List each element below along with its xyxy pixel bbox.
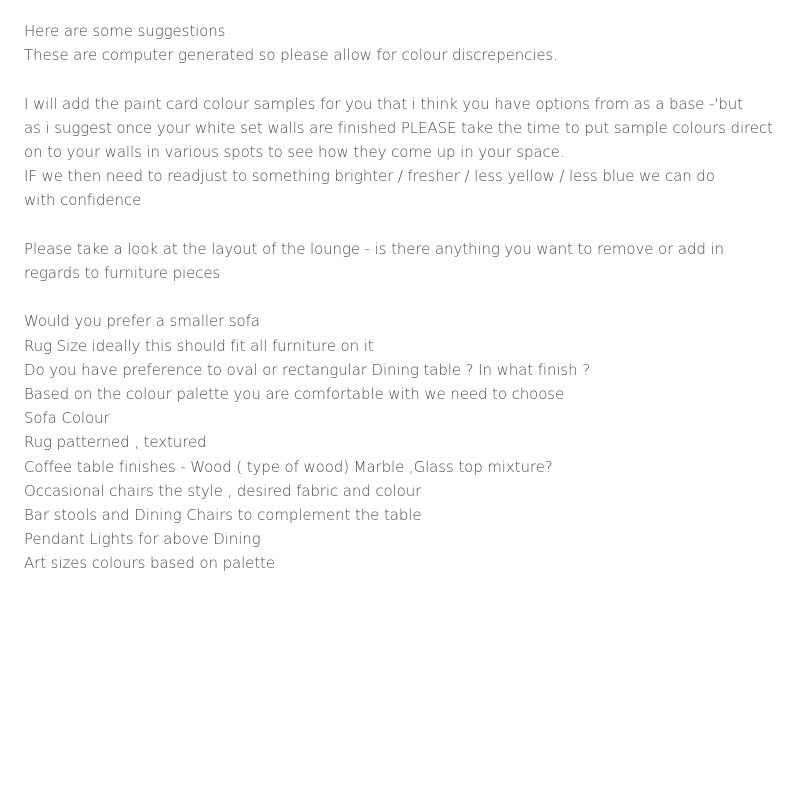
question-item: Art sizes colours based on palette [24, 554, 275, 573]
question-item: Pendant Lights for above Dining [24, 530, 261, 549]
paint-paragraph [24, 92, 786, 213]
questions-list [24, 309, 786, 575]
layout-paragraph [24, 237, 786, 285]
intro-line: These are computer generated so please allow for colour discrepencies. [24, 46, 558, 65]
paint-line: on to your walls in various spots to see how they come up in your space. [24, 143, 565, 161]
layout-line: Please take a look at the layout of the lounge - is there anything you want to remove or add in [24, 239, 724, 258]
question-item: Coffee table finishes - Wood ( type of wood) Marble ,Glass top mixture? [24, 457, 553, 476]
paragraph-spacer [24, 285, 786, 309]
question-item: Occasional chairs the style , desired fabric and colour [24, 481, 422, 500]
intro-block [24, 19, 786, 67]
question-item: Rug Size ideally this should fit all furniture on it [24, 336, 374, 355]
paint-line: as i suggest once your white set walls are finished PLEASE take the time to put sample colours direct [24, 118, 773, 137]
paint-line: I will add the paint card colour samples for you that i think you have options from as a base -'but [24, 94, 743, 113]
question-item: Based on the colour palette you are comfortable with we need to choose [24, 385, 565, 403]
question-item: Rug patterned , textured [24, 433, 207, 452]
question-item: Bar stools and Dining Chairs to complement the table [24, 506, 422, 525]
question-item: Sofa Colour [24, 409, 110, 428]
paragraph-spacer [24, 213, 786, 237]
intro-line: Here are some suggestions [24, 22, 226, 40]
question-item: Would you prefer a smaller sofa [24, 312, 260, 331]
paint-line: IF we then need to readjust to something brighter / fresher / less yellow / less blue we can do [24, 167, 715, 186]
paint-line: with confidence [24, 191, 142, 210]
question-item: Do you have preference to oval or rectangular Dining table ? In what finish ? [24, 360, 591, 379]
paragraph-spacer [24, 67, 786, 91]
layout-line: regards to furniture pieces [24, 264, 221, 282]
